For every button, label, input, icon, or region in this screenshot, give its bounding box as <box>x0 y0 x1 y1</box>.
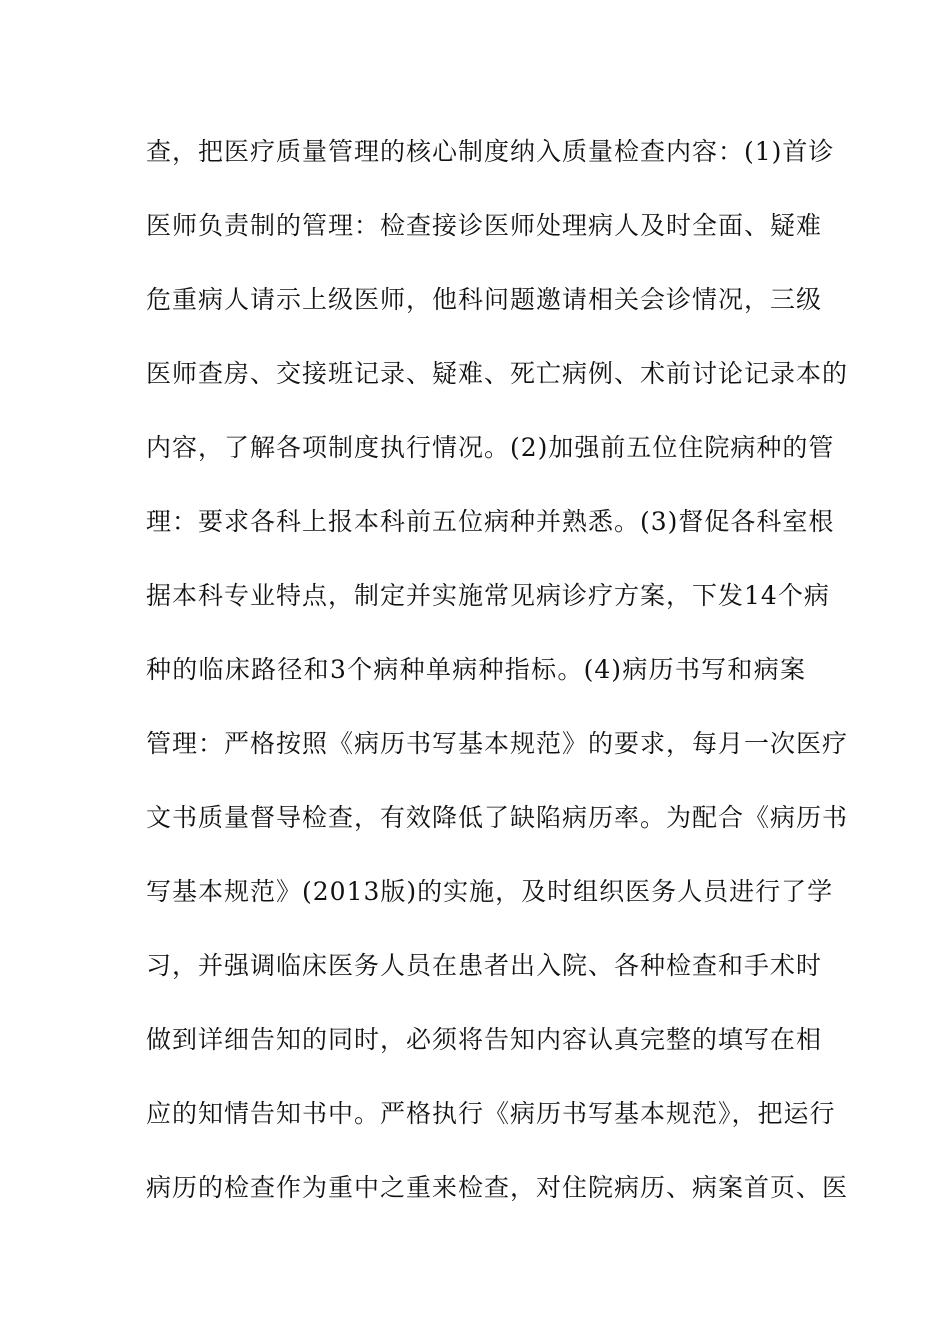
body-text <box>146 126 849 1236</box>
text-line: 习，并强调临床医务人员在患者出入院、各种检查和手术时 <box>146 951 823 980</box>
text-line: 查，把医疗质量管理的核心制度纳入质量检查内容：(1)首诊 <box>146 137 835 166</box>
text-line: 管理：严格按照《病历书写基本规范》的要求，每月一次医疗 <box>146 729 849 758</box>
text-line: 做到详细告知的同时，必须将告知内容认真完整的填写在相 <box>146 1025 823 1054</box>
text-line: 内容，了解各项制度执行情况。(2)加强前五位住院病种的管 <box>146 433 835 462</box>
text-line: 写基本规范》(2013版)的实施，及时组织医务人员进行了学 <box>146 877 834 906</box>
text-line: 医师查房、交接班记录、疑难、死亡病例、术前讨论记录本的 <box>146 359 849 388</box>
text-line: 病历的检查作为重中之重来检查，对住院病历、病案首页、医 <box>146 1173 849 1202</box>
text-line: 据本科专业特点，制定并实施常见病诊疗方案，下发14个病 <box>146 581 830 610</box>
text-line: 危重病人请示上级医师，他科问题邀请相关会诊情况，三级 <box>146 285 823 314</box>
text-line: 文书质量督导检查，有效降低了缺陷病历率。为配合《病历书 <box>146 803 849 832</box>
text-line: 种的临床路径和3个病种单病种指标。(4)病历书写和病案 <box>146 655 806 684</box>
text-line: 理：要求各科上报本科前五位病种并熟悉。(3)督促各科室根 <box>146 507 835 536</box>
text-line: 应的知情告知书中。严格执行《病历书写基本规范》，把运行 <box>146 1099 836 1128</box>
text-line: 医师负责制的管理：检查接诊医师处理病人及时全面、疑难 <box>146 211 823 240</box>
